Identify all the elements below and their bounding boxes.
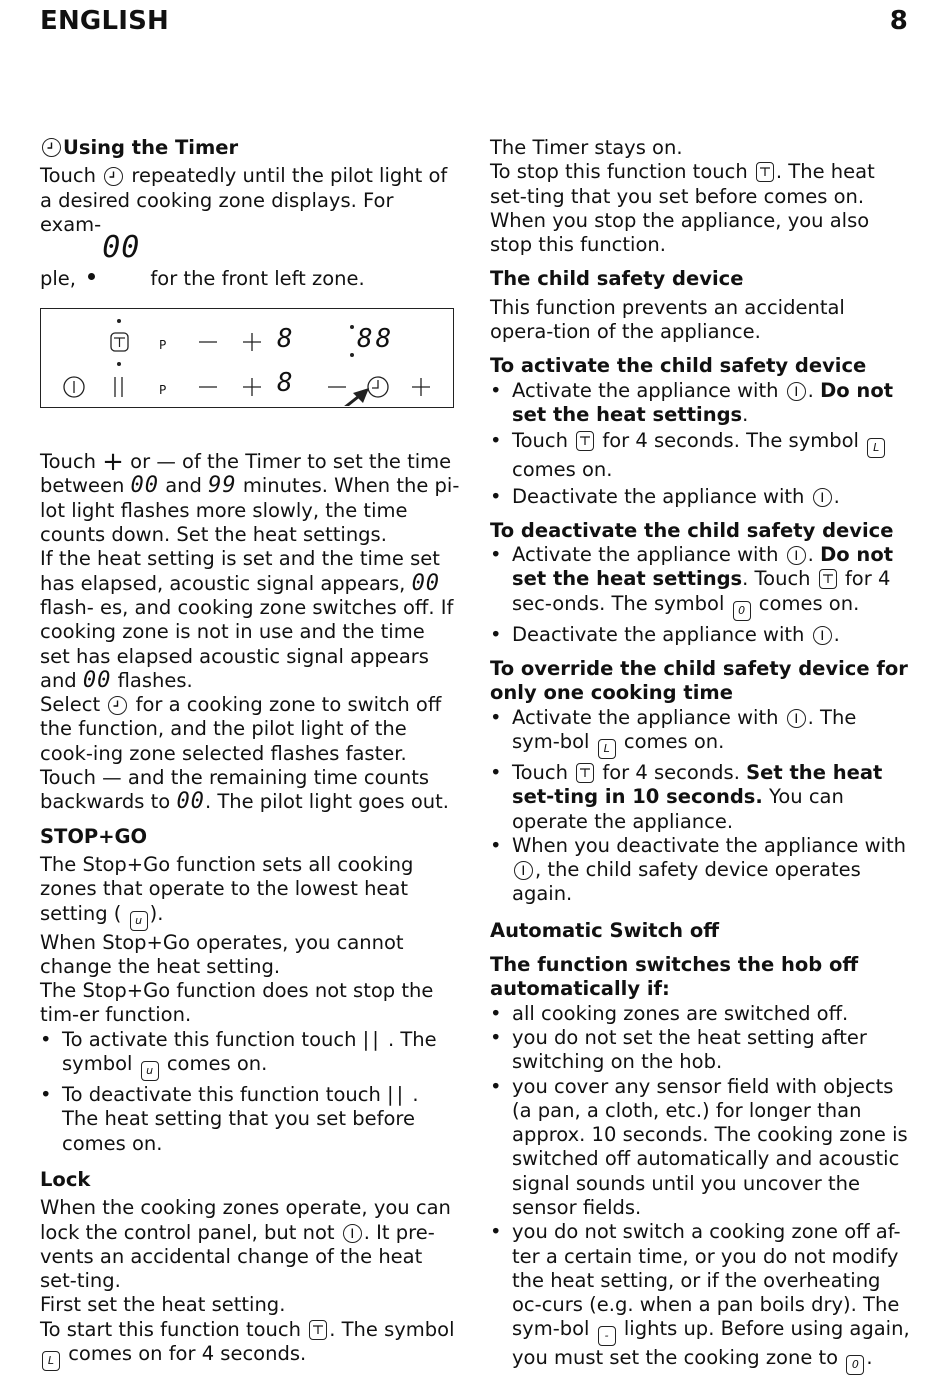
timer-paragraph: Touch repeatedly until the pilot light of a desired cooking zone displays. For exam-	[40, 164, 448, 236]
power-level-label: P	[159, 383, 167, 398]
page-header	[40, 4, 908, 38]
timer-icon	[42, 138, 61, 157]
lock-key-icon	[756, 162, 774, 182]
list-item: • you do not switch a cooking zone off af-ter a certain time, or you do not modify the heat setting, or if the overheating oc-curs (e.g. when a pan boils dry). The sym-bol - lights up. Before using again, you must set the cooking zone to 0 .	[490, 1220, 910, 1375]
timer-heading: Using the Timer	[40, 136, 460, 160]
stopgo-paragraph: The Stop+Go function does not stop the tim-er function.	[40, 979, 434, 1027]
activate-list	[490, 379, 910, 509]
timer-stays-paragraph: The Timer stays on.	[490, 136, 683, 159]
lock-symbol: L	[42, 1351, 60, 1371]
power-icon	[813, 488, 832, 507]
example-display: 00	[82, 243, 144, 287]
list-item: • Activate the appliance with . Do not set the heat settings. Touch for 4 sec-onds. The symbol 0 comes on.	[490, 543, 910, 621]
lock-paragraph: When the cooking zones operate, you can lock the control panel, but not . It pre-vents an accidental change of the heat set-ting.	[40, 1196, 451, 1293]
language-label: ENGLISH	[40, 6, 169, 36]
lock-key-icon	[576, 763, 594, 783]
activate-child-heading: To activate the child safety device	[490, 354, 867, 378]
deactivate-child-heading: To deactivate the child safety device	[490, 518, 894, 542]
stopgo-icon: ||	[362, 1027, 382, 1051]
list-item: • When you deactivate the appliance with , the child safety device operates again.	[490, 834, 910, 907]
list-item: • you cover any sensor field with objects (a pan, a cloth, etc.) for longer than approx. 10 seconds. The cooking zone is switched off automatically and acoustic signal sounds until you uncover the sensor fields.	[490, 1075, 910, 1221]
list-item: • Activate the appliance with . The sym-bol L comes on.	[490, 706, 910, 759]
stop-appliance-paragraph: When you stop the appliance, you also stop this function.	[490, 208, 870, 257]
plus-icon: +	[102, 447, 124, 478]
override-heading: To override the child safety device for only one cooking time	[490, 657, 908, 705]
power-icon	[343, 1224, 362, 1243]
stopgo-paragraph: The Stop+Go function sets all cooking zones that operate to the lowest heat setting ( u ).	[40, 853, 460, 931]
right-column	[490, 136, 910, 1375]
list-item: • you do not set the heat setting after switching on the hob.	[490, 1026, 910, 1075]
list-item: • Deactivate the appliance with .	[490, 623, 910, 647]
left-column	[40, 136, 460, 1371]
override-list	[490, 706, 910, 907]
control-panel-diagram	[40, 308, 454, 408]
stopgo-icon: ||	[387, 1083, 407, 1107]
timer-display: 88	[357, 324, 395, 355]
timer-icon	[108, 696, 127, 715]
list-item: • Touch for 4 seconds. Set the heat set-ting in 10 seconds. You can operate the appliance.	[490, 761, 910, 834]
list-item: • Deactivate the appliance with .	[490, 485, 910, 509]
dash-symbol: -	[598, 1326, 616, 1346]
heat-setting-paragraph: If the heat setting is set and the time set has elapsed, acoustic signal appears, 00 flash- es, and cooking zone switches off. If cooking zone is not in use and the time set has elapsed acoustic signal appears and 00 flashes.	[40, 547, 454, 693]
child-safety-paragraph: This function prevents an accidental opera-tion of the appliance.	[490, 295, 845, 344]
timer-icon	[104, 167, 123, 186]
auto-switch-list	[490, 1002, 910, 1376]
zero-symbol: 0	[846, 1355, 864, 1375]
stop-function-paragraph: To stop this function touch . The heat set-ting that you set before comes on.	[490, 160, 875, 208]
select-paragraph: Select for a cooking zone to switch off the function, and the pilot light of the cook-ing zone selected flashes faster. Touch — and the remaining time counts backwards to 00. The pilot light goes out.	[40, 693, 450, 815]
auto-switch-heading: Automatic Switch off	[490, 918, 720, 942]
list-item: • Touch for 4 seconds. The symbol L comes on.	[490, 429, 910, 482]
child-safety-heading: The child safety device	[490, 267, 744, 291]
lock-heading: Lock	[40, 1167, 91, 1191]
power-icon	[514, 861, 533, 880]
lowest-heat-symbol: u	[130, 911, 148, 931]
rear-zone-display: 8	[277, 324, 294, 355]
list-item: • all cooking zones are switched off.	[490, 1002, 910, 1026]
front-zone-display: 8	[277, 368, 294, 399]
zero-symbol: 0	[733, 601, 751, 621]
power-icon	[787, 382, 806, 401]
stopgo-list	[40, 1028, 460, 1156]
list-item: • To activate this function touch || . The symbol u comes on.	[40, 1028, 460, 1081]
lock-key-icon	[309, 1320, 327, 1340]
lock-symbol: L	[598, 739, 616, 759]
power-icon	[813, 626, 832, 645]
list-item: • To deactivate this function touch || . The heat setting that you set before comes on.	[40, 1083, 460, 1156]
page-number: 8	[889, 6, 908, 36]
lock-key-icon	[576, 431, 594, 451]
list-item: • Activate the appliance with . Do not set the heat settings.	[490, 379, 910, 428]
stopgo-paragraph: When Stop+Go operates, you cannot change the heat setting.	[40, 930, 404, 978]
lowest-heat-symbol: u	[141, 1061, 159, 1081]
timer-set-paragraph: Touch + or — of the Timer to set the time between 00 and 99 minutes. When the pi- lot light flashes more slowly, the time counts down. Set the heat settings.	[40, 447, 460, 547]
deactivate-list	[490, 543, 910, 647]
lock-key-icon	[819, 569, 837, 589]
power-icon	[787, 546, 806, 565]
power-level-label: P	[159, 338, 167, 353]
auto-switch-subheading: The function switches the hob off automatically if:	[490, 953, 859, 1001]
lock-symbol: L	[867, 438, 885, 458]
stopgo-heading: STOP+GO	[40, 824, 148, 848]
lock-paragraph: To start this function touch . The symbol L comes on for 4 seconds.	[40, 1318, 460, 1371]
power-icon	[787, 709, 806, 728]
timer-example: ple, 00 for the front left zone.	[40, 230, 365, 291]
lock-paragraph: First set the heat setting.	[40, 1293, 286, 1317]
